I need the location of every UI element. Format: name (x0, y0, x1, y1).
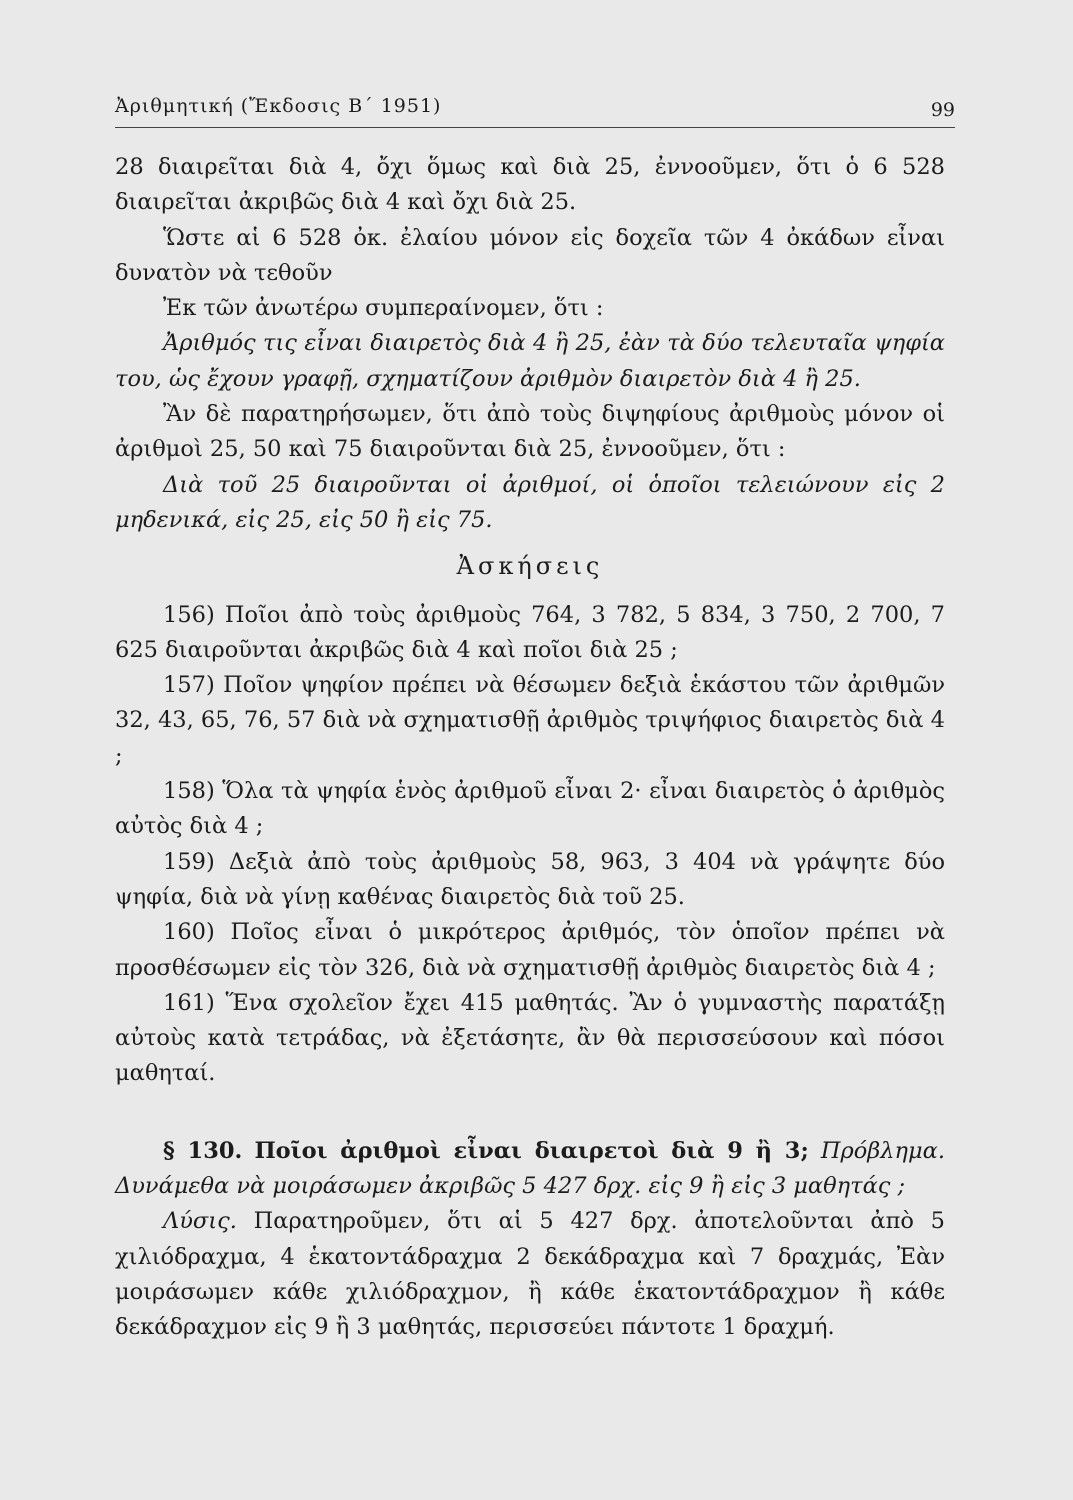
page-body (115, 150, 945, 1346)
problem-label: Πρόβλημα. (820, 1137, 945, 1164)
section-130-heading (115, 1134, 945, 1205)
section-title: Ποῖοι ἀριθμοὶ εἶναι διαιρετοὶ διὰ 9 ἢ 3; (254, 1137, 809, 1164)
exercise-161: 161) Ἕνα σχολεῖον ἔχει 415 μαθητάς. Ἂν ὁ γυμναστὴς παρατάξῃ αὐτοὺς κατὰ τετράδας, νὰ ἐξετάσητε, ἂν θὰ περισσεύσουν καὶ πόσοι μαθηταί. (115, 989, 945, 1087)
paragraph-observation: Ἂν δὲ παρατηρήσωμεν, ὅτι ἀπὸ τοὺς διψηφίους ἀριθμοὺς μόνον οἱ ἀριθμοὶ 25, 50 καὶ 75 διαιροῦνται διὰ 25, ἐννοοῦμεν, ὅτι : (115, 401, 945, 463)
exercises-heading: Ἀσκήσεις (456, 552, 604, 581)
header-title: Ἀριθμητική (Ἔκδοσις Β΄ 1951) (115, 95, 442, 117)
exercise-159: 159) Δεξιὰ ἀπὸ τοὺς ἀριθμοὺς 58, 963, 3 404 νὰ γράψητε δύο ψηφία, διὰ νὰ γίνῃ καθένας διαιρετὸς διὰ τοῦ 25. (115, 848, 945, 910)
paragraph-conclusion: Ὥστε αἱ 6 528 ὀκ. ἐλαίου μόνον εἰς δοχεῖα τῶν 4 ὀκάδων εἶναι δυνατὸν νὰ τεθοῦν (115, 224, 945, 286)
exercise-157: 157) Ποῖον ψηφίον πρέπει νὰ θέσωμεν δεξιὰ ἑκάστου τῶν ἀριθμῶν 32, 43, 65, 76, 57 διὰ νὰ σχηματισθῇ ἀριθμὸς τριψήφιος διαιρετὸς διὰ 4 ; (115, 672, 945, 769)
section-spacer (115, 1092, 945, 1134)
paragraph-inference: Ἐκ τῶν ἀνωτέρω συμπεραίνομεν, ὅτι : (163, 295, 604, 322)
exercise-160: 160) Ποῖος εἶναι ὁ μικρότερος ἀριθμός, τὸν ὁποῖον πρέπει νὰ προσθέσωμεν εἰς τὸν 326, διὰ νὰ σχηματισθῇ ἀριθμὸς διαιρετὸς διὰ 4 ; (115, 919, 945, 981)
exercise-158: 158) Ὅλα τὰ ψηφία ἑνὸς ἀριθμοῦ εἶναι 2· εἶναι διαιρετὸς ὁ ἀριθμὸς αὐτὸς διὰ 4 ; (115, 778, 945, 840)
rule-divisibility-25: Διὰ τοῦ 25 διαιροῦνται οἱ ἀριθμοί, οἱ ὁποῖοι τελειώνουν εἰς 2 μηδενικά, εἰς 25, εἰς 50 ἢ εἰς 75. (115, 471, 945, 533)
running-header (115, 95, 955, 128)
page-number: 99 (930, 99, 955, 121)
paragraph-continuation: 28 διαιρεῖται διὰ 4, ὄχι ὅμως καὶ διὰ 25, ἐννοοῦμεν, ὅτι ὁ 6 528 διαιρεῖται ἀκριβῶς διὰ 4 καὶ ὄχι διὰ 25. (115, 154, 945, 216)
solution-paragraph (115, 1204, 945, 1345)
section-number: § 130. (163, 1137, 243, 1164)
solution-label: Λύσις. (163, 1208, 237, 1235)
exercise-156: 156) Ποῖοι ἀπὸ τοὺς ἀριθμοὺς 764, 3 782, 5 834, 3 750, 2 700, 7 625 διαιροῦνται ἀκριβῶς διὰ 4 καὶ ποῖοι διὰ 25 ; (115, 601, 945, 663)
rule-divisibility-4-25: Ἀριθμός τις εἶναι διαιρετὸς διὰ 4 ἢ 25, ἐὰν τὰ δύο τελευταῖα ψηφία του, ὡς ἔχουν γραφῇ, σχηματίζουν ἀριθμὸν διαιρετὸν διὰ 4 ἢ 25. (115, 330, 945, 392)
solution-text: Παρατηροῦμεν, ὅτι αἱ 5 427 δρχ. ἀποτελοῦνται ἀπὸ 5 χιλιόδραχμα, 4 ἑκατοντάδραχμα 2 δεκάδραχμα καὶ 7 δραχμάς, Ἐὰν μοιράσωμεν κάθε χιλιόδραχμον, ἢ κάθε ἑκατοντάδραχμον ἢ κάθε δεκάδραχμον εἰς 9 ἢ 3 μαθητάς, περισσεύει πάντοτε 1 δραχμή. (115, 1208, 946, 1341)
problem-text: Δυνάμεθα νὰ μοιράσωμεν ἀκριβῶς 5 427 δρχ. εἰς 9 ἢ εἰς 3 μαθητάς ; (115, 1173, 906, 1200)
